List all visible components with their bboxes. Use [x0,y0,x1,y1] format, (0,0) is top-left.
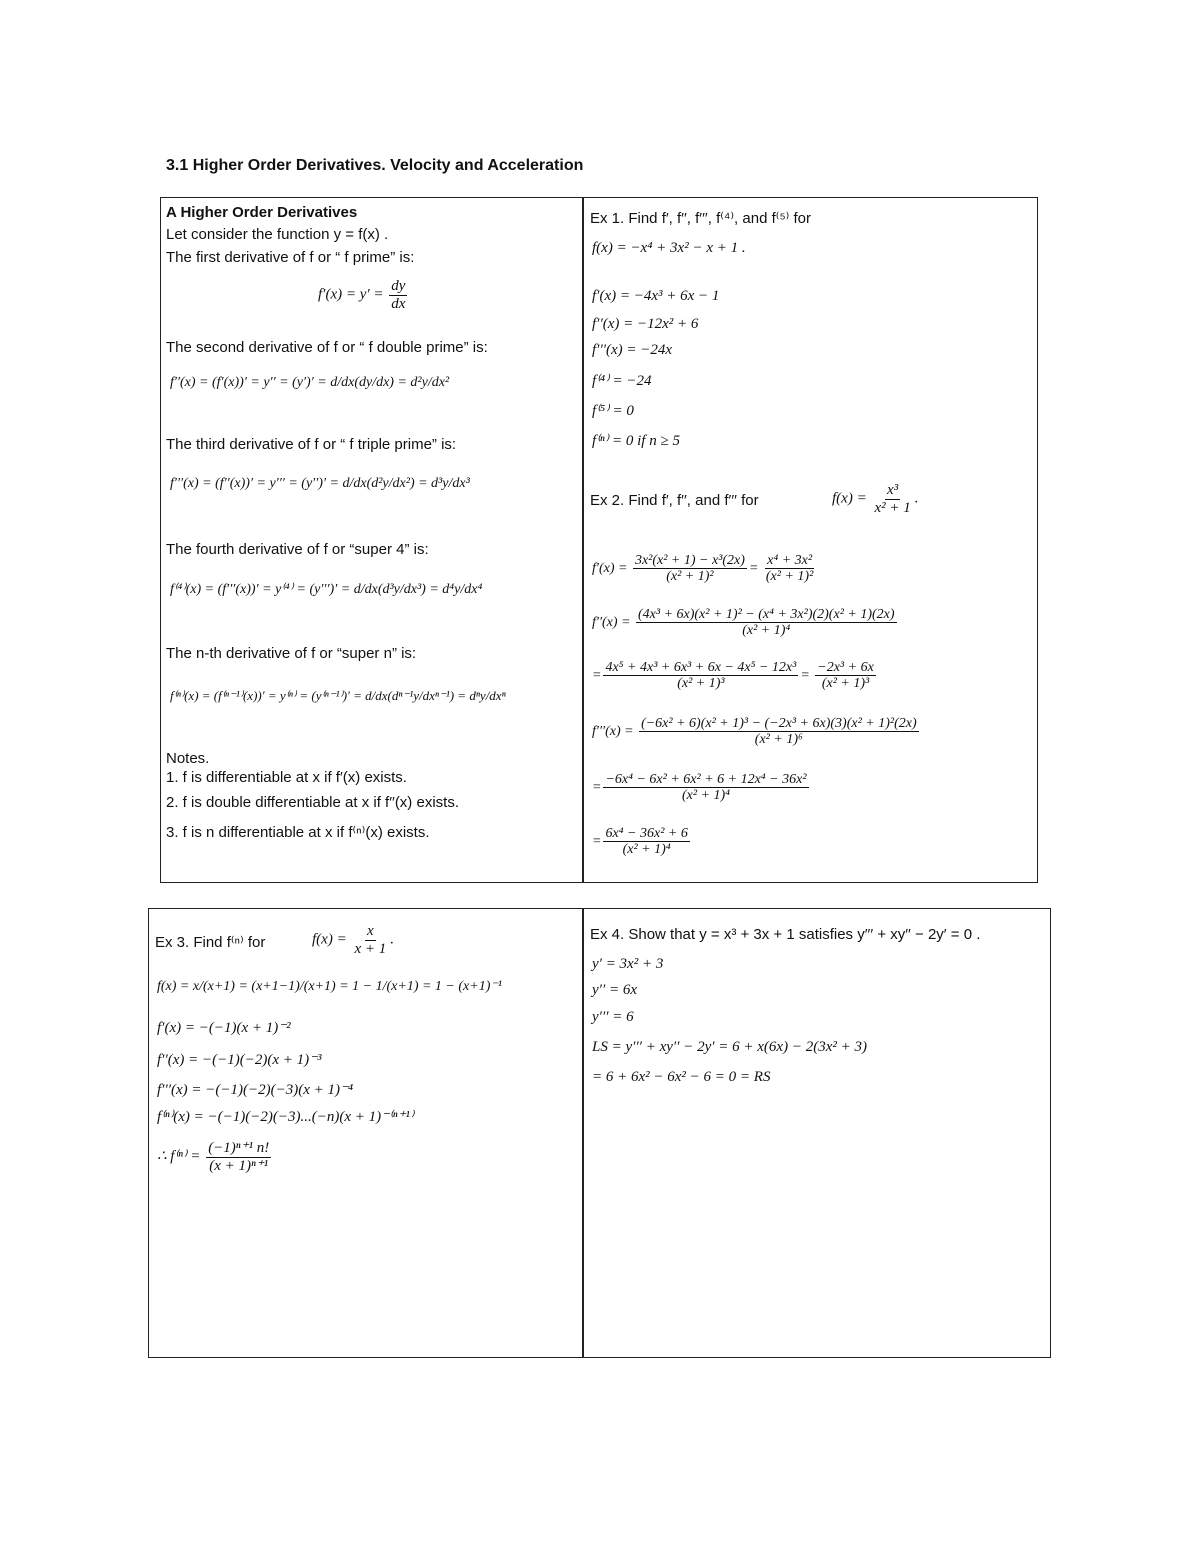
third-derivative-equation: f′′′(x) = (f′′(x))′ = y′′′ = (y′′)′ = d/dx(d²y/dx²) = d³y/dx³ [170,476,470,491]
top-panel-divider [582,197,584,883]
ex3-final: ∴ f⁽ⁿ⁾ = $\frac{\text{(−1)ⁿ⁺¹ n!}}{\text{(x + 1)ⁿ⁺¹}}$ [157,1140,270,1174]
ex3-line-1: f(x) = x/(x+1) = (x+1−1)/(x+1) = 1 − 1/(x+1) = 1 − (x+1)⁻¹ [157,979,502,994]
nth-derivative-label: The n-th derivative of f or “super n” is: [166,645,417,662]
ex1-line-4: f⁽⁴⁾ = −24 [592,373,652,389]
ex4-line-2: y′′ = 6x [592,982,637,998]
ex1-function: f(x) = −x⁴ + 3x² − x + 1 . [592,240,746,256]
ex4-line-1: y′ = 3x² + 3 [592,956,664,972]
ex2-prompt: Ex 2. Find f′, f′′, and f′′′ for [590,492,759,509]
box1-intro: Let consider the function y = f(x) . [166,226,389,243]
note-2: 2. f is double differentiable at x if f′′(x) exists. [166,794,459,811]
ex3-line-4: f′′′(x) = −(−1)(−2)(−3)(x + 1)⁻⁴ [157,1082,354,1098]
ex1-line-2: f′′(x) = −12x² + 6 [592,316,699,332]
note-3: 3. f is n differentiable at x if f⁽ⁿ⁾(x) exists. [166,824,430,841]
ex4-line-4: LS = y′′′ + xy′′ − 2y′ = 6 + x(6x) − 2(3x² + 3) [592,1039,867,1055]
ex2-line-6: = $\frac{\text{6x⁴ − 36x² + 6}}{\text{(x² + 1)⁴}}$ [592,826,688,858]
ex2-line-5: = $\frac{\text{−6x⁴ − 6x² + 6x² + 6 + 12x⁴ − 36x²}}{\text{(x² + 1)⁴}}$ [592,772,807,804]
ex1-line-3: f′′′(x) = −24x [592,342,673,358]
second-derivative-label: The second derivative of f or “ f double prime” is: [166,339,488,356]
ex3-line-5: f⁽ⁿ⁾(x) = −(−1)(−2)(−3)...(−n)(x + 1)⁻⁽ⁿ⁺¹⁾ [157,1109,414,1125]
third-derivative-label: The third derivative of f or “ f triple prime” is: [166,436,457,453]
ex2-line-4: f′′′(x) = $\frac{\text{(−6x² + 6)(x² + 1)³ − (−2x³ + 6x)(3)(x² + 1)²(2x)}}{\text{(x² + 1)⁶}}$ [592,716,917,748]
fourth-derivative-label: The fourth derivative of f or “super 4” is: [166,541,429,558]
box1-heading: A Higher Order Derivatives [166,204,358,221]
nth-derivative-equation: f⁽ⁿ⁾(x) = (f⁽ⁿ⁻¹⁾(x))′ = y⁽ⁿ⁾ = (y⁽ⁿ⁻¹⁾)′ = d/dx(dⁿ⁻¹y/dxⁿ⁻¹) = dⁿy/dxⁿ [170,688,506,703]
ex2-line-1: f′(x) = $\frac{\text{3x²(x² + 1) − x³(2x)}}{\text{(x² + 1)²}}$ = $\frac{\text{x⁴ + 3x²}}{\text{(x² + 1)²}}$ [592,553,814,585]
ex4-line-3: y′′′ = 6 [592,1009,634,1025]
page-title: 3.1 Higher Order Derivatives. Velocity and Acceleration [166,157,584,174]
first-derivative-equation: f′(x) = y′ = $\frac{dy}{dx}$ [318,278,406,312]
bottom-panel [148,908,1051,1358]
ex4-prompt: Ex 4. Show that y = x³ + 3x + 1 satisfies y′′′ + xy′′ − 2y′ = 0 . [590,926,981,943]
ex1-line-5: f⁽⁵⁾ = 0 [592,403,634,419]
first-derivative-label: The first derivative of f or “ f prime” is: [166,249,415,266]
bottom-panel-divider [582,908,584,1358]
first-eq-den: dx [391,295,406,312]
ex1-line-6: f⁽ⁿ⁾ = 0 if n ≥ 5 [592,433,680,449]
ex3-line-2: f′(x) = −(−1)(x + 1)⁻² [157,1020,291,1036]
ex3-function: f(x) = $\frac{x}{x + 1}$ . [312,923,394,957]
notes-label: Notes. [166,750,210,767]
ex4-line-5: = 6 + 6x² − 6x² − 6 = 0 = RS [592,1069,771,1085]
ex2-line-2: f′′(x) = $\frac{\text{(4x³ + 6x)(x² + 1)² − (x⁴ + 3x²)(2)(x² + 1)(2x)}}{\text{(x² + 1)⁴}}$ [592,607,895,639]
ex3-line-3: f′′(x) = −(−1)(−2)(x + 1)⁻³ [157,1052,322,1068]
ex1-prompt: Ex 1. Find f′, f′′, f′′′, f⁽⁴⁾, and f⁽⁵⁾ for [590,210,812,227]
first-eq-num: dy [391,278,406,294]
ex2-line-3: = $\frac{\text{4x⁵ + 4x³ + 6x³ + 6x − 4x⁵ − 12x³}}{\text{(x² + 1)³}}$ = $\frac{\text{−2x³ + 6x}}{\text{(x² + 1)³}}$ [592,660,874,692]
fourth-derivative-equation: f⁽⁴⁾(x) = (f′′′(x))′ = y⁽⁴⁾ = (y′′′)′ = d/dx(d³y/dx³) = d⁴y/dx⁴ [170,582,483,597]
ex1-line-1: f′(x) = −4x³ + 6x − 1 [592,288,720,304]
ex2-function: f(x) = $\frac{\text{x³}}{\text{x² + 1}}$ . [832,482,919,516]
second-derivative-equation: f′′(x) = (f′(x))′ = y′′ = (y′)′ = d/dx(dy/dx) = d²y/dx² [170,375,450,390]
note-1: 1. f is differentiable at x if f′(x) exists. [166,769,407,786]
ex3-prompt: Ex 3. Find f⁽ⁿ⁾ for [155,934,266,951]
